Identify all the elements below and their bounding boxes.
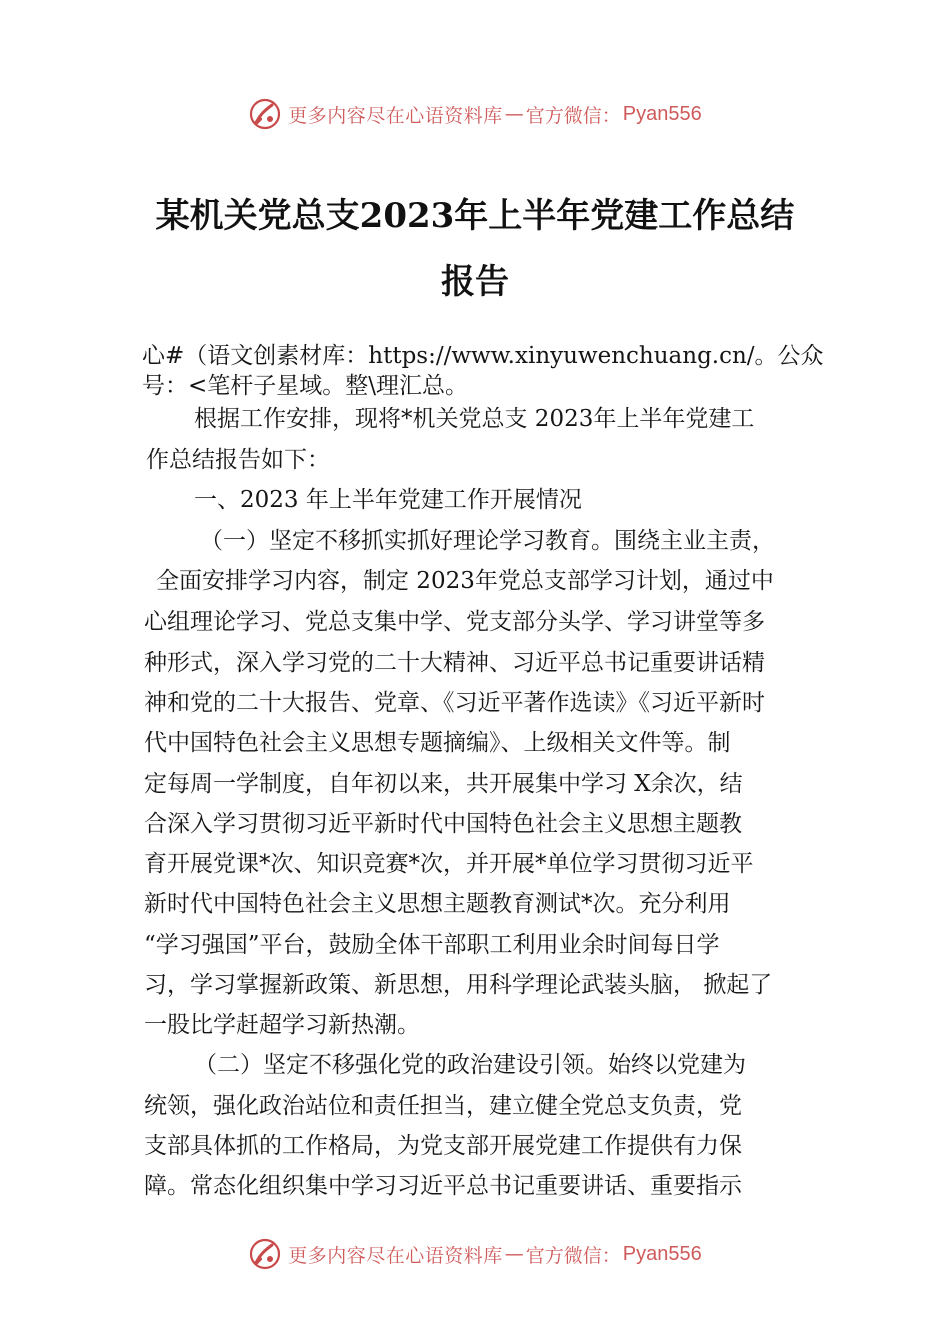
body-line: 一股比学赶超学习新热潮。 <box>144 1012 420 1038</box>
body-line: 代中国特色社会主义思想专题摘编》、上级相关文件等。制 <box>144 730 731 756</box>
body-line: （一）坚定不移抓实抓好理论学习教育。围绕主业主责， <box>200 528 775 554</box>
body-line: 支部具体抓的工作格局，为党支部开展党建工作提供有力保 <box>144 1133 742 1159</box>
body-line: 全面安排学习内容，制定 2023年党总支部学习计划，通过中 <box>156 568 774 594</box>
body-line: “学习强国”平台，鼓励全体干部职工利用业余时间每日学 <box>144 932 720 958</box>
body-line: 神和党的二十大报告、党章、《习近平著作选读》《习近平新时 <box>144 690 765 716</box>
body-line: 心组理论学习、党总支集中学、党支部分头学、学习讲堂等多 <box>144 609 765 635</box>
body-line: 心#（语文创素材库：https://www.xinyuwenchuang.cn/。公众 <box>142 343 824 369</box>
body-line: 习，学习掌握新政策、新思想，用科学理论武装头脑， 掀起了 <box>144 972 773 998</box>
body-line: 育开展党课*次、知识竞赛*次，并开展*单位学习贯彻习近平 <box>144 851 754 877</box>
banner-wechat-id: Pyan556 <box>622 102 702 125</box>
body-line: 统领，强化政治站位和责任担当，建立健全党总支负责，党 <box>144 1093 742 1119</box>
body-line: 新时代中国特色社会主义思想主题教育测试*次。充分利用 <box>144 891 731 917</box>
body-line: （二）坚定不移强化党的政治建设引领。始终以党建为 <box>194 1052 746 1078</box>
body-line: 定每周一学制度，自年初以来，共开展集中学习 X余次，结 <box>144 771 743 797</box>
body-line: 号：<笔杆子星域。整\理汇总。 <box>142 373 469 399</box>
bottom-watermark-banner <box>0 1232 950 1276</box>
banner-wechat-label: 官方微信： <box>525 1244 621 1267</box>
body-line: 障。常态化组织集中学习习近平总书记重要讲话、重要指示 <box>144 1173 742 1199</box>
body-line: 作总结报告如下： <box>146 447 330 473</box>
document-title-line-2: 报告 <box>441 262 509 302</box>
top-watermark-banner <box>0 92 950 136</box>
banner-text: 更多内容尽在心语资料库 <box>288 104 503 127</box>
banner-wechat-id: Pyan556 <box>622 1242 702 1265</box>
banner-dash: — <box>504 1243 524 1265</box>
body-line: 合深入学习贯彻习近平新时代中国特色社会主义思想主题教 <box>144 811 742 837</box>
brush-logo-icon <box>248 1237 282 1271</box>
banner-dash: — <box>504 103 524 125</box>
banner-wechat-label: 官方微信： <box>525 104 621 127</box>
body-line: 种形式，深入学习党的二十大精神、习近平总书记重要讲话精 <box>144 650 765 676</box>
body-line: 根据工作安排，现将*机关党总支 2023年上半年党建工 <box>194 406 755 432</box>
brush-logo-icon <box>248 97 282 131</box>
section-heading: 一、2023 年上半年党建工作开展情况 <box>194 487 582 513</box>
banner-text: 更多内容尽在心语资料库 <box>288 1244 503 1267</box>
document-title-line-1: 某机关党总支2023年上半年党建工作总结 <box>155 196 795 236</box>
